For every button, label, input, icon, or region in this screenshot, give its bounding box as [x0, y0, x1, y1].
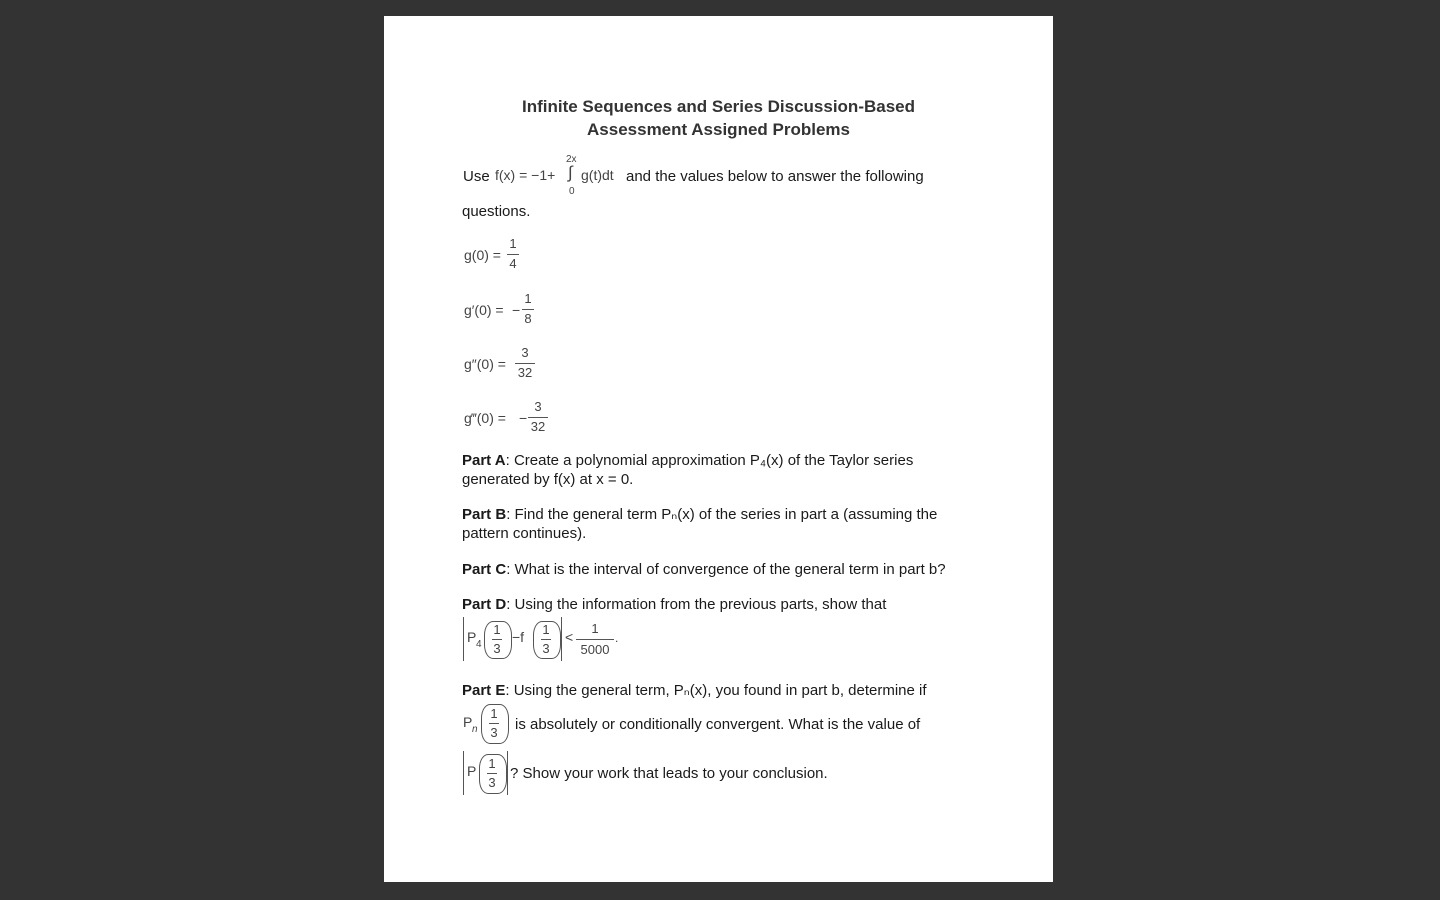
- d-rhs-den: 5000: [580, 642, 610, 657]
- intro-line-2: questions.: [462, 203, 531, 220]
- part-c-line-1: : What is the interval of convergence of the general term in part b?: [506, 561, 946, 578]
- e-frac-1-num: 1: [490, 706, 498, 721]
- value-den: 32: [530, 419, 546, 434]
- p4-subscript: 4: [476, 639, 482, 650]
- part-c-label: Part C: [462, 561, 507, 578]
- pn-symbol: P: [463, 714, 473, 730]
- integral-sign: ∫: [568, 163, 573, 182]
- value-g2: [464, 346, 584, 386]
- intro-use: Use: [463, 168, 490, 185]
- less-than: <: [565, 629, 574, 645]
- value-g0: [464, 237, 584, 277]
- part-b: [462, 505, 937, 543]
- d-frac-1-den: 3: [493, 641, 501, 656]
- minus-f: −f: [512, 629, 525, 645]
- part-a-line-1: : Create a polynomial approximation P₄(x) of the Taylor series: [505, 452, 914, 469]
- d-period: .: [615, 631, 619, 645]
- part-b-label: Part B: [462, 506, 507, 523]
- part-c: [462, 560, 946, 579]
- part-e-label: Part E: [462, 682, 506, 699]
- value-lhs: g(0) =: [464, 247, 501, 263]
- e-frac-1-den: 3: [490, 725, 498, 740]
- pn-expression: [463, 702, 513, 746]
- value-num: 1: [509, 236, 517, 251]
- value-sign: −: [512, 302, 521, 318]
- title-line-1: Infinite Sequences and Series Discussion-Based: [521, 97, 916, 116]
- document-page: [384, 16, 1053, 882]
- part-e-line-1: : Using the general term, Pₙ(x), you found in part b, determine if: [505, 682, 927, 699]
- value-den: 32: [517, 365, 533, 380]
- value-num: 1: [524, 291, 532, 306]
- integral-upper: 2x: [566, 154, 577, 165]
- part-e-line-3: ? Show your work that leads to your conclusion.: [510, 765, 828, 782]
- part-b-line-2: pattern continues).: [462, 525, 587, 542]
- part-d-inequality: [463, 617, 643, 663]
- integrand: g(t)dt: [581, 167, 614, 183]
- intro-rest: and the values below to answer the following: [626, 168, 924, 185]
- title-line-2: Assessment Assigned Problems: [587, 120, 850, 139]
- value-sign: −: [519, 410, 528, 426]
- part-a-line-2: generated by f(x) at x = 0.: [462, 471, 634, 488]
- integral-lower: 0: [569, 186, 575, 197]
- value-num: 3: [534, 399, 542, 414]
- part-d: [462, 595, 886, 614]
- part-d-line-1: : Using the information from the previous parts, show that: [506, 596, 887, 613]
- page-title: [384, 95, 1053, 141]
- value-num: 3: [521, 345, 529, 360]
- e-frac-2-num: 1: [488, 756, 496, 771]
- part-e-line-2: is absolutely or conditionally convergent. What is the value of: [515, 716, 921, 733]
- d-rhs-num: 1: [591, 621, 599, 636]
- part-b-line-1: : Find the general term Pₙ(x) of the series in part a (assuming the: [506, 506, 938, 523]
- d-frac-1-num: 1: [493, 622, 501, 637]
- value-den: 4: [509, 256, 517, 271]
- value-lhs: g‴(0) =: [464, 410, 506, 426]
- value-den: 8: [524, 311, 532, 326]
- part-e: [462, 681, 927, 700]
- e-frac-2-den: 3: [488, 775, 496, 790]
- pn-subscript: n: [472, 724, 478, 735]
- value-g1: [464, 292, 584, 332]
- part-a: [462, 451, 913, 489]
- part-d-label: Part D: [462, 596, 507, 613]
- intro-fx: f(x) = −1+: [495, 167, 556, 183]
- part-a-label: Part A: [462, 452, 506, 469]
- p-symbol: P: [467, 763, 477, 779]
- value-lhs: g″(0) =: [464, 356, 506, 372]
- value-g3: [464, 400, 584, 440]
- value-lhs: g′(0) =: [464, 302, 504, 318]
- d-frac-2-den: 3: [542, 641, 550, 656]
- p4-symbol: P: [467, 629, 477, 645]
- d-frac-2-num: 1: [542, 622, 550, 637]
